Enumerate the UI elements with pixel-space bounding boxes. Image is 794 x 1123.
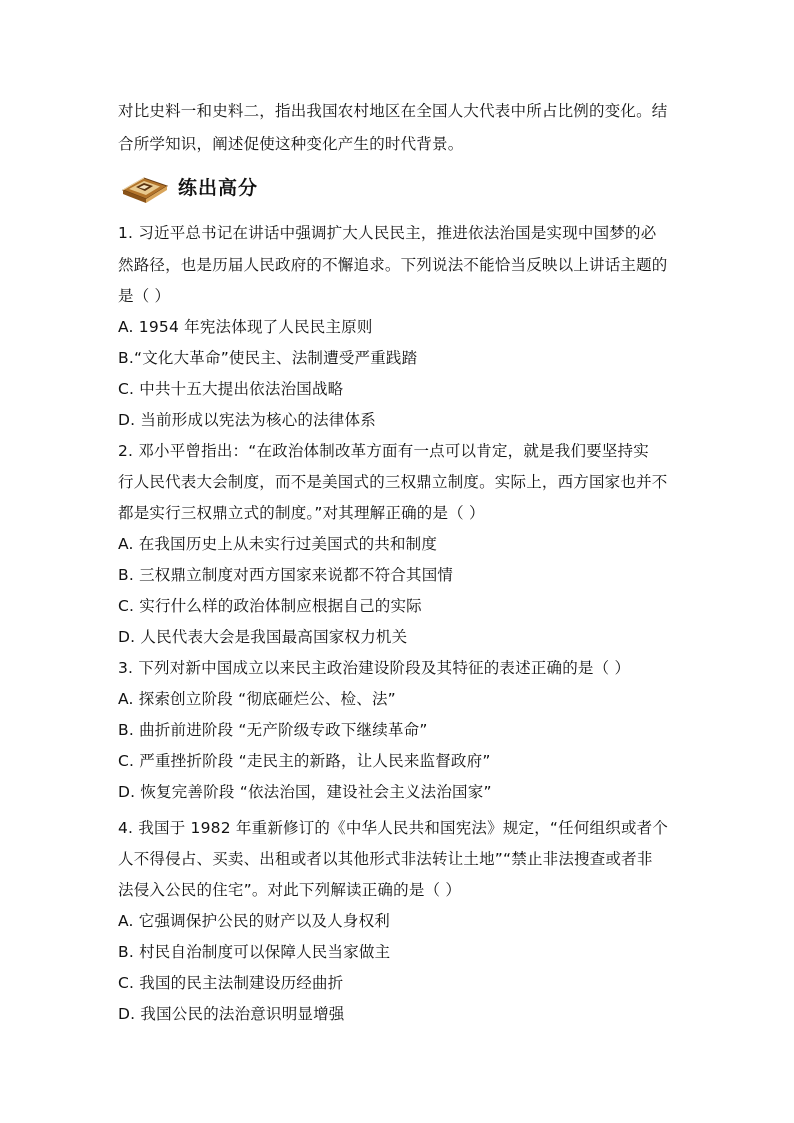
option-d: D. 我国公民的法治意识明显增强 (118, 1005, 345, 1023)
question-stem: 3. 下列对新中国成立以来民主政治建设阶段及其特征的表述正确的是（ ） (118, 659, 631, 677)
option-b: B. 村民自治制度可以保障人民当家做主 (118, 943, 391, 961)
question-stem: 1. 习近平总书记在讲话中强调扩大人民民主，推进依法治国是实现中国梦的必 (118, 224, 657, 242)
option-d: D. 恢复完善阶段 “依法治国，建设社会主义法治国家” (118, 783, 492, 801)
question-stem: 都是实行三权鼎立式的制度。”对其理解正确的是（ ） (118, 504, 485, 522)
intro-line: 对比史料一和史料二，指出我国农村地区在全国人大代表中所占比例的变化。结 (118, 102, 668, 120)
question-stem: 然路径，也是历届人民政府的不懈追求。下列说法不能恰当反映以上讲话主题的 (118, 256, 668, 274)
option-a: A. 1954 年宪法体现了人民民主原则 (118, 318, 373, 336)
option-c: C. 中共十五大提出依法治国战略 (118, 380, 344, 398)
option-b: B. 三权鼎立制度对西方国家来说都不符合其国情 (118, 566, 454, 584)
option-c: C. 我国的民主法制建设历经曲折 (118, 974, 344, 992)
option-d: D. 人民代表大会是我国最高国家权力机关 (118, 628, 408, 646)
section-title: 练出高分 (178, 176, 259, 199)
option-d: D. 当前形成以宪法为核心的法律体系 (118, 411, 376, 429)
option-a: A. 在我国历史上从未实行过美国式的共和制度 (118, 535, 438, 553)
question-stem: 4. 我国于 1982 年重新修订的《中华人民共和国宪法》规定，“任何组织或者个 (118, 819, 669, 837)
option-c: C. 实行什么样的政治体制应根据自己的实际 (118, 597, 422, 615)
question-stem: 行人民代表大会制度，而不是美国式的三权鼎立制度。实际上，西方国家也并不 (118, 473, 668, 491)
intro-line: 合所学知识，阐述促使这种变化产生的时代背景。 (118, 135, 464, 153)
question-stem: 是（ ） (118, 287, 171, 305)
question-stem: 法侵入公民的住宅”。对此下列解读正确的是（ ） (118, 881, 462, 899)
option-a: A. 探索创立阶段 “彻底砸烂公、检、法” (118, 690, 396, 708)
section-heading (120, 166, 258, 206)
option-b: B. 曲折前进阶段 “无产阶级专政下继续革命” (118, 721, 428, 739)
question-stem: 人不得侵占、买卖、出租或者以其他形式非法转让土地”“禁止非法搜查或者非 (118, 850, 653, 868)
book-icon (120, 168, 170, 204)
option-a: A. 它强调保护公民的财产以及人身权利 (118, 912, 390, 930)
option-b: B.“文化大革命”使民主、法制遭受严重践踏 (118, 349, 418, 367)
question-stem: 2. 邓小平曾指出：“在政治体制改革方面有一点可以肯定，就是我们要坚持实 (118, 442, 649, 460)
option-c: C. 严重挫折阶段 “走民主的新路，让人民来监督政府” (118, 752, 491, 770)
